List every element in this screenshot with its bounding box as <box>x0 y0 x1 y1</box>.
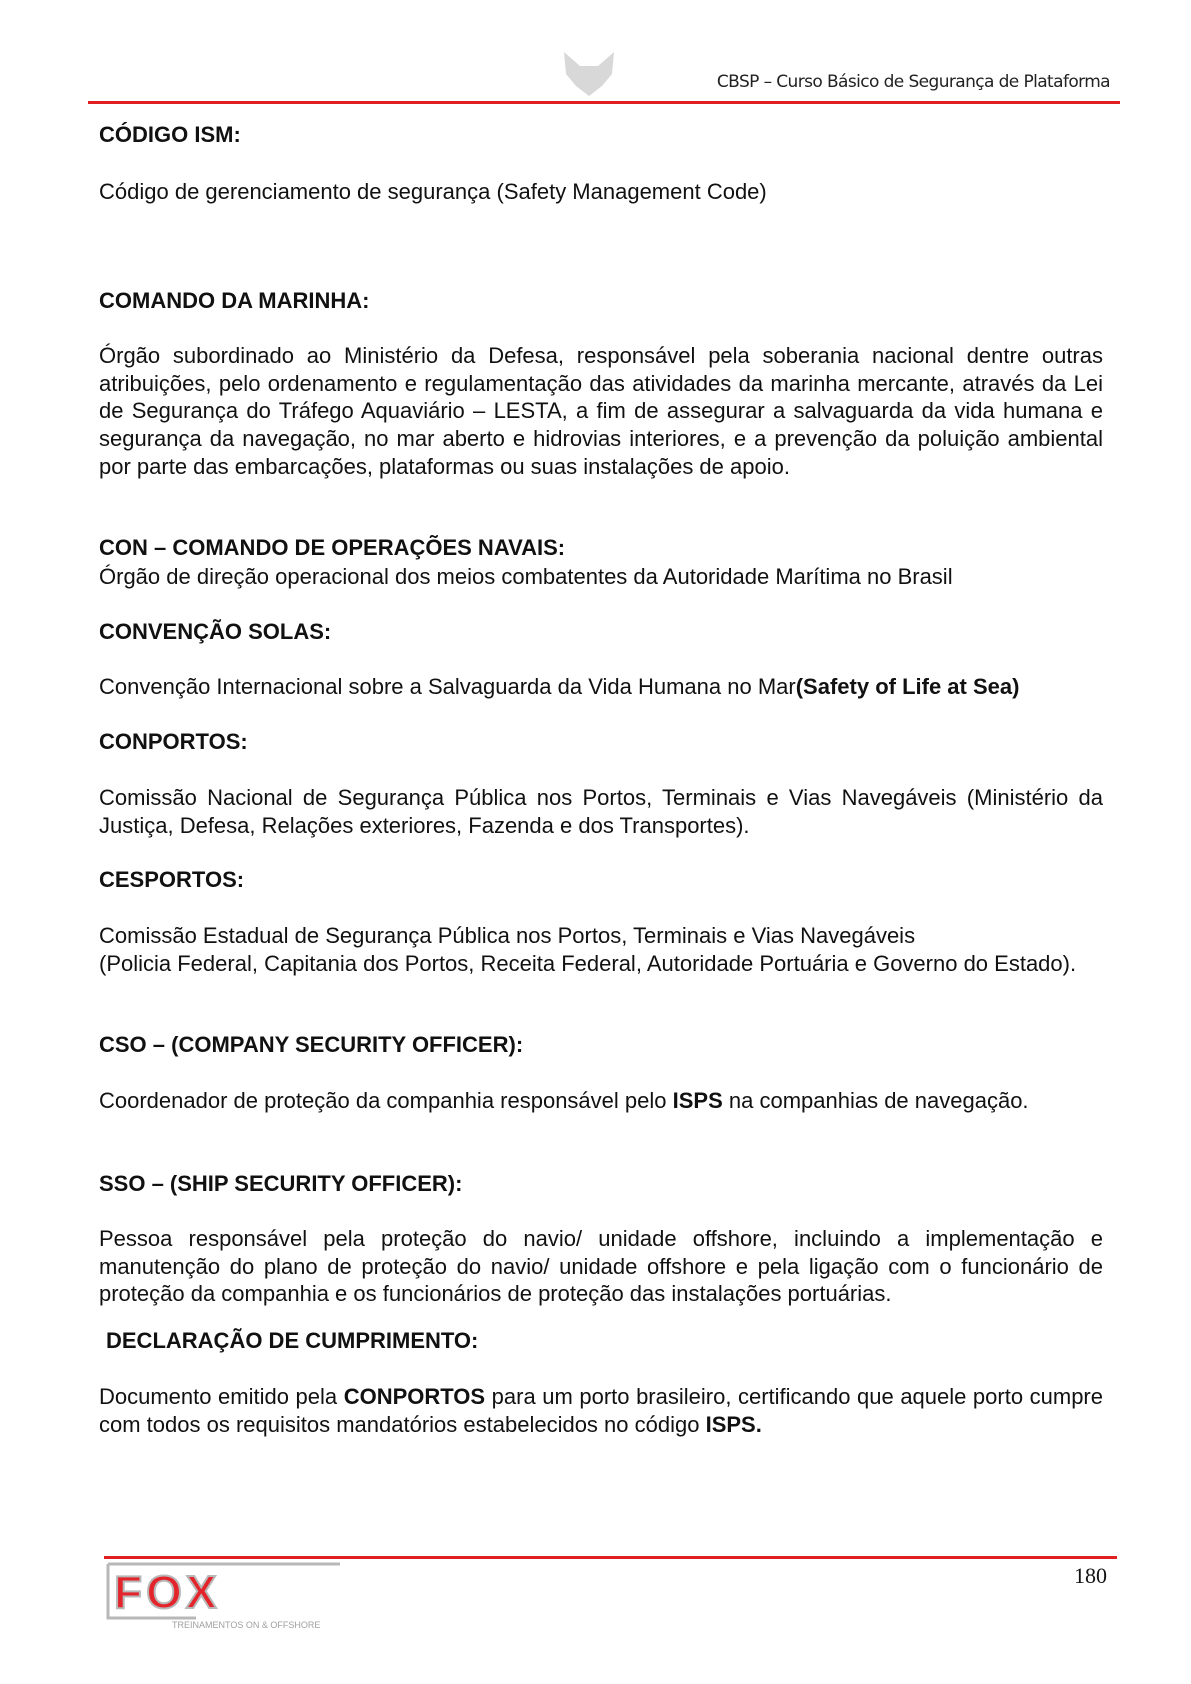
body-cso <box>99 1087 1103 1115</box>
body-sso: Pessoa responsável pela proteção do navio/ unidade offshore, incluindo a implementação e manutenção do plano de proteção do navio/ unidade offshore e pela ligação com o funcionário de proteção da companhia e os funcionários de proteção das instalações portuárias. <box>99 1226 1103 1307</box>
body-codigo-ism: Código de gerenciamento de segurança (Safety Management Code) <box>99 179 767 204</box>
header-title: CBSP – Curso Básico de Segurança de Plataforma <box>716 72 1110 92</box>
heading-codigo-ism: CÓDIGO ISM: <box>99 122 241 147</box>
logo-tagline: TREINAMENTOS ON & OFFSHORE <box>172 1620 321 1630</box>
fox-logo <box>106 1562 340 1632</box>
body-cso-text-end: na companhias de navegação. <box>722 1088 1029 1113</box>
body-conportos: Comissão Nacional de Segurança Pública nos Portos, Terminais e Vias Navegáveis (Ministério da Justiça, Defesa, Relações exteriores, Fazenda e dos Transportes). <box>99 785 1103 838</box>
heading-comando-marinha: COMANDO DA MARINHA: <box>99 288 370 313</box>
heading-declaracao: DECLARAÇÃO DE CUMPRIMENTO: <box>106 1328 479 1353</box>
heading-solas: CONVENÇÃO SOLAS: <box>99 619 332 644</box>
body-cesportos-line1: Comissão Estadual de Segurança Pública nos Portos, Terminais e Vias Navegáveis <box>99 923 916 948</box>
body-declaracao <box>99 1383 1103 1438</box>
body-solas-text: Convenção Internacional sobre a Salvaguarda da Vida Humana no Mar <box>99 674 796 699</box>
page-number: 180 <box>1074 1563 1107 1588</box>
fox-head-watermark-icon <box>558 50 620 96</box>
body-cesportos: (Policia Federal, Capitania dos Portos, Receita Federal, Autoridade Portuária e Governo do Estado). <box>99 951 1077 976</box>
body-declaracao-text-mid: para um porto brasileiro, certificando que aquele porto cumpre com todos os requisitos mandatórios estabelecidos no código <box>99 1384 1103 1437</box>
body-solas <box>99 673 1103 701</box>
heading-cso: CSO – (COMPANY SECURITY OFFICER): <box>99 1032 524 1057</box>
footer-divider <box>104 1556 1117 1559</box>
body-declaracao-bold: CONPORTOS <box>343 1384 486 1409</box>
heading-cesportos: CESPORTOS: <box>99 867 245 892</box>
heading-conportos: CONPORTOS: <box>99 729 248 754</box>
body-cso-bold: ISPS <box>672 1088 723 1113</box>
heading-sso: SSO – (SHIP SECURITY OFFICER): <box>99 1171 463 1196</box>
heading-con: CON – COMANDO DE OPERAÇÕES NAVAIS: <box>99 535 566 560</box>
body-declaracao-bold-end: ISPS. <box>705 1411 762 1437</box>
logo-text: FOX <box>114 1566 221 1618</box>
body-solas-bold: (Safety of Life at Sea) <box>795 674 1020 699</box>
header-divider <box>88 101 1120 104</box>
body-declaracao-text: Documento emitido pela <box>99 1384 344 1409</box>
body-comando-marinha: Órgão subordinado ao Ministério da Defesa, responsável pela soberania nacional dentre outras atribuições, pelo ordenamento e regulamentação das atividades da marinha mercante, através da Lei de Segurança do Tráfego Aquaviário – LESTA, a fim de assegurar a salvaguarda da vida humana e segurança da navegação, no mar aberto e hidrovias interiores, e a prevenção da poluição ambiental por parte das embarcações, plataformas ou suas instalações de apoio. <box>99 343 1103 479</box>
body-cso-text: Coordenador de proteção da companhia responsável pelo <box>99 1088 673 1113</box>
body-con: Órgão de direção operacional dos meios combatentes da Autoridade Marítima no Brasil <box>99 564 953 589</box>
